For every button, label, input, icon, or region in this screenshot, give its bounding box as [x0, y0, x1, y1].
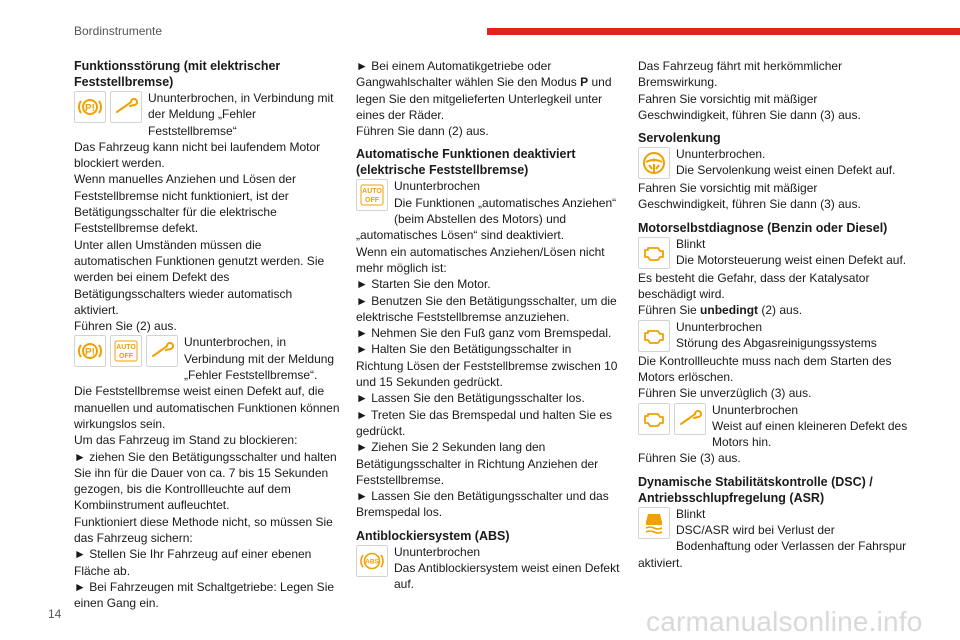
indicator-text: Blinkt [676, 506, 706, 521]
paragraph: Fahren Sie vorsichtig mit mäßiger Geschwindigkeit, führen Sie dann (3) aus. [638, 181, 861, 212]
auto-off-icon [110, 335, 142, 367]
paragraph: Um das Fahrzeug im Stand zu blockieren: [74, 433, 298, 448]
abs-warning-icon [356, 545, 388, 577]
paragraph: Führen Sie dann (2) aus. [356, 124, 489, 139]
stability-control-icon [638, 507, 670, 539]
indicator-text: Blinkt [676, 236, 706, 251]
text-span: Führen Sie [638, 303, 701, 318]
paragraph: Das Fahrzeug kann nicht bei laufendem Motor blockiert werden. [74, 139, 321, 171]
indicator-text: Ununterbrochen [394, 544, 481, 559]
heading-parking-brake-fault: Funktionsstörung (mit elektrischer Feststellbremse) [74, 59, 281, 89]
paragraph: Fahren Sie vorsichtig mit mäßiger Geschwindigkeit, führen Sie dann (3) aus. [638, 91, 861, 122]
heading-engine-diagnosis: Motorselbstdiagnose (Benzin oder Diesel) [638, 220, 888, 235]
indicator-text: Ununterbrochen. [676, 147, 766, 162]
wrench-service-icon [146, 335, 178, 367]
bullet-item: ► Halten Sie den Betätigungsschalter in Richtung Lösen der Feststellbremse zwischen 10 und 15 Sekunden gedrückt. [356, 342, 618, 390]
wrench-service-icon [110, 91, 142, 123]
indicator-row-steering [638, 146, 908, 180]
indicator-text: Ununterbrochen [676, 319, 763, 334]
auto-label: AUTO [116, 344, 136, 352]
bullet-item: ► Ziehen Sie 2 Sekunden lang den Betätigungsschalter in Richtung Anziehen der Feststellbremse. [356, 440, 599, 487]
bullet-item: ► Lassen Sie den Betätigungsschalter los. [356, 391, 585, 406]
paragraph: Führen Sie unverzüglich (3) aus. [638, 386, 812, 401]
paragraph: Unter allen Umständen müssen die automatischen Funktionen genutzt werden. Sie werden bei einem Defekt des Betätigungsschalters wieder automatisch aktiviert. [74, 237, 325, 317]
paragraph: Weist auf einen kleineren Defekt des Motors hin. [712, 418, 908, 450]
bullet-item [356, 58, 620, 123]
indicator-row-engine-3 [638, 402, 908, 451]
bullet-item: ► Stellen Sie Ihr Fahrzeug auf einer ebenen Fläche ab. [74, 547, 312, 578]
bullet-item: ► Benutzen Sie den Betätigungsschalter, um die elektrische Feststellbremse anzuziehen. [356, 293, 617, 324]
page-number: 14 [48, 607, 62, 621]
indicator-row-engine-2 [638, 319, 908, 353]
paragraph [638, 302, 908, 318]
paragraph: Die Motorsteuerung weist einen Defekt auf. [676, 253, 907, 268]
svg-text:P!: P! [85, 103, 95, 114]
text-span: (2) aus. [758, 303, 803, 318]
heading-abs: Antiblockiersystem (ABS) [356, 528, 510, 543]
paragraph: Das Fahrzeug fährt mit herkömmlicher Bremswirkung. [638, 59, 843, 90]
header-section-title: Bordinstrumente [74, 24, 163, 38]
paragraph: Die Servolenkung weist einen Defekt auf. [676, 163, 896, 178]
text-span: und legen Sie den mitgelieferten Unterlegkeil unter eines der Räder. [356, 75, 612, 122]
indicator-text-1: Ununterbrochen, in Verbindung mit der Meldung „Fehler Feststellbremse“ [148, 91, 334, 138]
text-span: ► Bei einem Automatikgetriebe oder Gangwahlschalter wählen Sie den Modus [356, 59, 581, 90]
indicator-row-brake-fault-2 [74, 334, 340, 383]
paragraph: Die Funktionen „automatisches Anziehen“ (beim Abstellen des Motors) und „automatisches Lösen“ sind deaktiviert. [356, 195, 617, 243]
column-2 [356, 58, 620, 593]
parking-brake-warning-icon [74, 335, 106, 367]
indicator-row-engine-1 [638, 236, 908, 270]
indicator-row-dsc [638, 506, 908, 571]
svg-text:P!: P! [85, 347, 95, 359]
paragraph: Führen Sie (3) aus. [638, 451, 741, 466]
column-1 [74, 58, 340, 612]
auto-label: AUTO [362, 188, 382, 196]
paragraph: Die Kontrollleuchte muss nach dem Starten des Motors erlöschen. [638, 353, 892, 384]
bold-span: unbedingt [700, 303, 759, 318]
header-accent-bar [487, 28, 960, 35]
bullet-item: ► ziehen Sie den Betätigungsschalter und halten Sie ihn für die Dauer von ca. 7 bis 15 Sekunden gezogen, bis die Kontrollleuchte auf dem Kombiinstrument aufleuchtet. [74, 449, 337, 513]
indicator-text: Ununterbrochen [394, 179, 481, 194]
column-3 [638, 58, 908, 571]
indicator-text-2: Ununterbrochen, in Verbindung mit der Meldung „Fehler Feststellbremse“. [184, 335, 335, 383]
wrench-service-icon [674, 403, 706, 435]
parking-brake-warning-icon [74, 91, 106, 123]
bold-span: P [580, 75, 589, 90]
indicator-row-abs [356, 544, 620, 593]
paragraph: DSC/ASR wird bei Verlust der Bodenhaftung oder Verlassen der Fahrspur aktiviert. [638, 523, 907, 570]
paragraph: Die Feststellbremse weist einen Defekt auf, die manuellen und automatischen Funktionen können wirkungslos sein. [74, 384, 340, 431]
off-label: OFF [365, 197, 379, 205]
bullet-item: ► Starten Sie den Motor. [356, 277, 491, 292]
bullet-item: ► Treten Sie das Bremspedal und halten Sie es gedrückt. [356, 407, 613, 438]
watermark: carmanualsonline.info [646, 606, 923, 637]
engine-check-icon [638, 320, 670, 352]
heading-power-steering: Servolenkung [638, 131, 721, 146]
paragraph: Führen Sie (2) aus. [74, 319, 177, 334]
indicator-row-brake-fault-1 [74, 90, 340, 139]
abs-label: ABS [365, 558, 379, 566]
paragraph: Es besteht die Gefahr, dass der Katalysator beschädigt wird. [638, 270, 870, 302]
paragraph: Funktioniert diese Methode nicht, so müssen Sie das Fahrzeug sichern: [74, 514, 333, 546]
heading-auto-functions-off: Automatische Funktionen deaktiviert (elektrische Feststellbremse) [356, 147, 576, 178]
svg-text:!: ! [653, 158, 655, 165]
paragraph: Störung des Abgasreinigungssystems [676, 335, 877, 350]
bullet-item: ► Nehmen Sie den Fuß ganz vom Bremspedal. [356, 326, 612, 341]
steering-wheel-warning-icon [638, 147, 670, 179]
bullet-item: ► Lassen Sie den Betätigungsschalter und das Bremspedal los. [356, 489, 609, 520]
paragraph: Wenn manuelles Anziehen und Lösen der Feststellbremse nicht funktioniert, ist der Betätigungsschalter für die elektrische Feststellbremse defekt. [74, 172, 296, 236]
heading-dsc-asr: Dynamische Stabilitätskontrolle (DSC) / Antriebsschlupfregelung (ASR) [638, 474, 873, 505]
paragraph: Wenn ein automatisches Anziehen/Lösen nicht mehr möglich ist: [356, 244, 605, 275]
bullet-item: ► Bei Fahrzeugen mit Schaltgetriebe: Legen Sie einen Gang ein. [74, 579, 335, 611]
indicator-row-auto-off [356, 178, 620, 243]
auto-off-icon [356, 179, 388, 211]
indicator-text: Ununterbrochen [712, 402, 799, 417]
engine-check-icon [638, 403, 670, 435]
off-label: OFF [119, 353, 133, 361]
paragraph: Das Antiblockiersystem weist einen Defekt auf. [394, 561, 620, 592]
engine-check-icon [638, 237, 670, 269]
